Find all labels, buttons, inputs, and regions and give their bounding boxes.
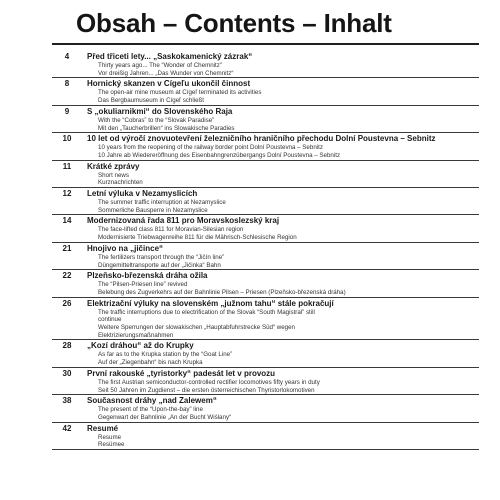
entry-heading: Plzeňsko-březenská dráha ožila (87, 271, 208, 281)
entry-translation: The present of the “Upon-the-bay” line (98, 406, 203, 414)
entry-translation: 10 years from the reopening of the railway border point Dolní Poustevna – Sebnitz (98, 144, 323, 152)
page-number: 30 (62, 368, 72, 378)
entry-translation: Elektrizierungsmaßnahmen (98, 331, 174, 339)
entry-heading: Modernizovaná řada 811 pro Moravskoslezský kraj (87, 216, 280, 226)
toc-entry[interactable] (52, 423, 479, 449)
entry-translation: Düngemitteltransporte auf der „Jičinka“ Bahn (98, 261, 221, 269)
entry-translation: Resümee (98, 441, 125, 449)
entry-translation: The open-air mine museum at Cígeľ terminated its activities (98, 89, 262, 97)
toc-entry[interactable] (52, 270, 479, 296)
entry-translation: Auf der „Ziegenbahn“ bis nach Krupka (98, 359, 203, 367)
entry-translation: The summer traffic interruption at Nezamyslice (98, 199, 226, 207)
page-number: 9 (64, 106, 70, 116)
entry-translation: 10 Jahre ab Wiedereröffnung des Eisenbahngrenzübergangs Dolní Poustevna – Sebnitz (98, 151, 341, 159)
toc-entry[interactable] (52, 78, 479, 104)
entry-heading: 10 let od výročí znovuotevření železničního hraničního přechodu Dolní Poustevna – Sebnitz (87, 134, 436, 144)
page-number: 26 (62, 298, 72, 308)
entry-translation: Resume (98, 433, 122, 441)
title-rule (52, 43, 479, 45)
page-title: Obsah – Contents – Inhalt (76, 8, 392, 38)
entry-heading: Letní výluka v Nezamyslicích (87, 189, 198, 199)
page-number: 14 (62, 216, 72, 226)
toc-entry[interactable] (52, 133, 479, 159)
page-number: 42 (62, 423, 72, 433)
entry-translation: The face-lifted class 811 for Moravian-Silesian region (98, 226, 244, 234)
page-number: 11 (62, 161, 72, 171)
toc-entry[interactable] (52, 368, 479, 394)
entry-heading: Před třiceti lety... „Saskokamenický zázrak“ (87, 52, 253, 61)
toc-entry[interactable] (52, 243, 479, 269)
entry-translation: Modernisierte Triebwagenreihe 811 für die Mährisch-Schlesische Region (98, 234, 297, 242)
contents-list (52, 51, 479, 450)
toc-entry[interactable] (52, 106, 479, 132)
toc-entry[interactable] (52, 188, 479, 214)
entry-translation: continue (98, 316, 122, 324)
entry-heading: Resumé (87, 423, 119, 433)
entry-translation: Thirty years ago... The “Wonder of Chemnitz” (98, 62, 222, 69)
page-number: 21 (62, 243, 72, 253)
page-number: 28 (62, 341, 72, 351)
entry-translation: Short news (98, 171, 129, 179)
entry-translation: Seit 50 Jahren im Zugdienst – die ersten österreichischen Thyristorlokomotiven (98, 386, 315, 394)
entry-translation: Belebung des Zugverkehrs auf der Bahnlinie Pilsen – Priesen (Plzeňsko-březenská dráha) (98, 288, 346, 296)
page-number: 12 (62, 189, 72, 199)
entry-translation: With the “Cobras” to the “Slovak Paradise” (98, 116, 215, 124)
entry-heading: Elektrizační výluky na slovenském „južnom tahu“ stále pokračují (87, 298, 334, 308)
page-number: 38 (62, 396, 72, 406)
entry-translation: The traffic interruptions due to electrification of the Slovak “South Magistral” still (98, 308, 315, 316)
entry-heading: „Kozí dráhou“ až do Krupky (87, 341, 194, 351)
toc-entry[interactable] (52, 395, 479, 421)
entry-translation: Kurznachrichten (98, 179, 143, 187)
entry-heading: Hornický skanzen v Cígeľu ukončil činnost (87, 79, 251, 89)
entry-translation: The “Pilsen-Priesen line” revived (98, 281, 188, 289)
entry-divider (52, 449, 479, 450)
toc-entry[interactable] (52, 51, 479, 77)
entry-translation: Weitere Sperrungen der slowakischen „Hauptabfuhrstrecke Süd“ wegen (98, 324, 295, 332)
entry-translation: Vor dreißig Jahren... „Das Wunder von Chemnitz“ (98, 69, 234, 77)
page-number: 8 (64, 79, 70, 89)
toc-entry[interactable] (52, 298, 479, 340)
entry-translation: The first Austrian semiconductor-controlled rectifier locomotives fifty years in duty (98, 378, 320, 386)
entry-translation: Sommerliche Bausperre in Nezamyslice (98, 206, 208, 214)
entry-heading: První rakouské „tyristorky“ padesát let v provozu (87, 368, 276, 378)
entry-translation: Mit den „Taucherbrillen“ ins Slowakische Paradies (98, 124, 235, 132)
toc-entry[interactable] (52, 215, 479, 241)
entry-translation: As far as to the Krupka station by the “Goat Line” (98, 351, 233, 359)
entry-heading: Krátké zprávy (87, 161, 140, 171)
toc-entry[interactable] (52, 161, 479, 187)
entry-translation: Gegenwart der Bahnlinie „An der Bucht Wiślany“ (98, 413, 232, 421)
entry-translation: The fertilizers transport through the “Jičín line” (98, 253, 225, 261)
page-number: 4 (64, 52, 70, 61)
entry-heading: Hnojivo na „jičince“ (87, 243, 164, 253)
toc-entry[interactable] (52, 340, 479, 366)
entry-heading: S „okuliarnikmi“ do Slovenského Raja (87, 106, 233, 116)
page-number: 10 (62, 134, 72, 144)
entry-translation: Das Bergbaumuseum in Cígeľ schließt (98, 97, 205, 105)
entry-heading: Současnost dráhy „nad Zalewem“ (87, 396, 217, 406)
page-number: 22 (62, 271, 72, 281)
